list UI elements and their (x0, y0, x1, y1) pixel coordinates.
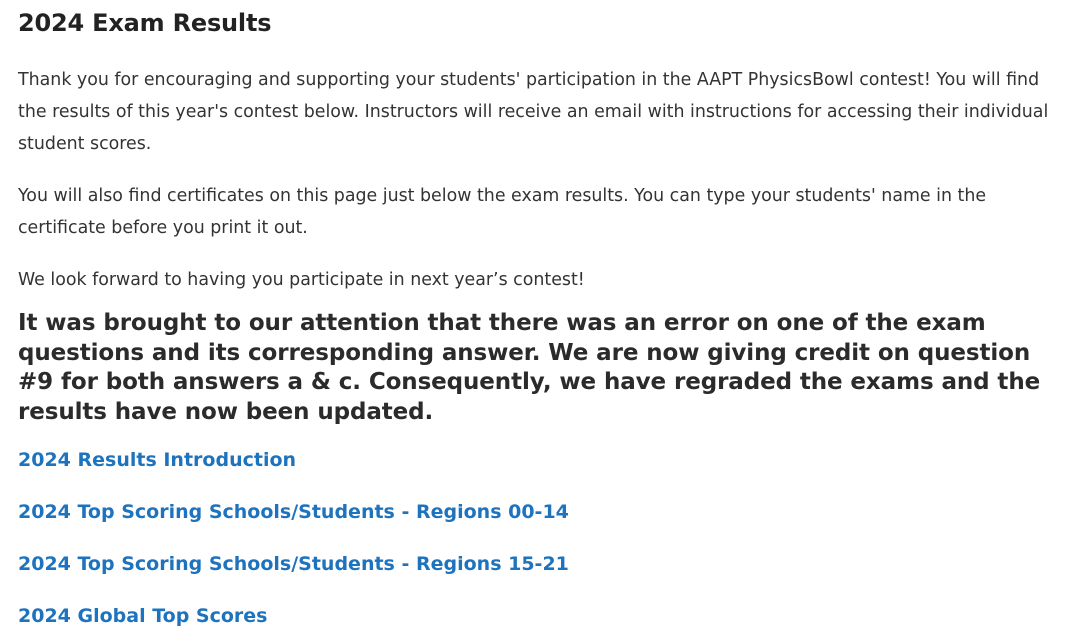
results-links (18, 447, 1049, 629)
top-scores-regions-00-14-link[interactable]: 2024 Top Scoring Schools/Students - Regions 00-14 (18, 501, 569, 523)
results-introduction-link[interactable]: 2024 Results Introduction (18, 449, 297, 471)
global-top-scores-link[interactable]: 2024 Global Top Scores (18, 605, 268, 627)
intro-paragraph: Thank you for encouraging and supporting your students' participation in the AAPT PhysicsBowl contest! You will find the results of this year's contest below. Instructors will receive an email with instructions for accessing their individual student scores. (18, 70, 1049, 154)
page-title: 2024 Exam Results (18, 9, 272, 37)
regrade-notice: It was brought to our attention that there was an error on one of the exam questions and its corresponding answer. We are now giving credit on question #9 for both answers a & c. Consequently, we have regraded the exams and the results have now been updated. (18, 310, 1041, 425)
closing-paragraph: We look forward to having you participate in next year’s contest! (18, 270, 585, 290)
certificates-paragraph: You will also find certificates on this page just below the exam results. You can type your students' name in the certificate before you print it out. (18, 186, 987, 238)
top-scores-regions-15-21-link[interactable]: 2024 Top Scoring Schools/Students - Regions 15-21 (18, 553, 569, 575)
